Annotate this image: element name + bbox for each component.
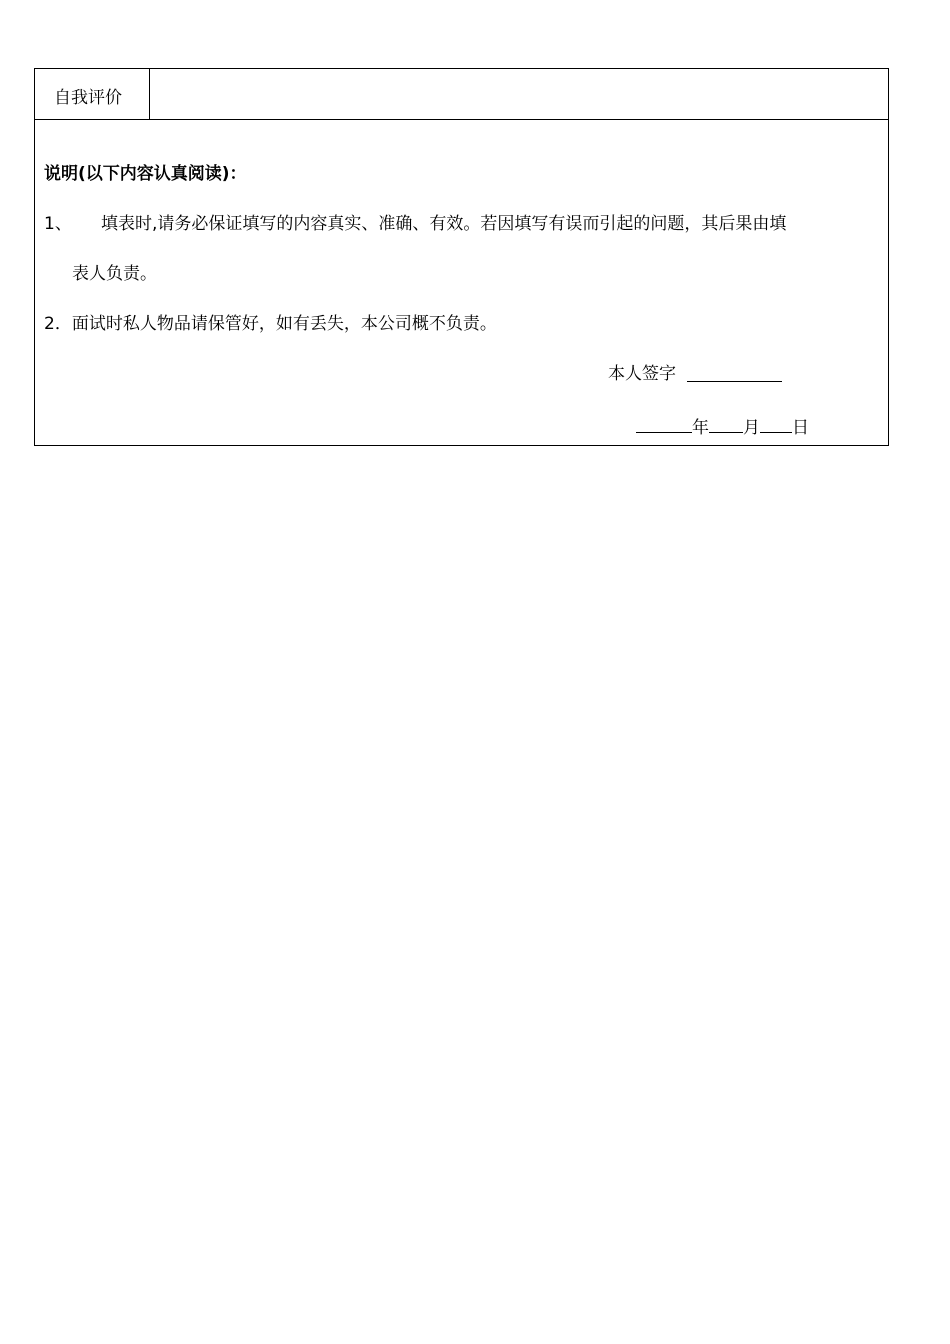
year-blank[interactable]: [636, 414, 692, 433]
self-evaluation-label-cell: [35, 69, 150, 119]
date-row: [636, 413, 809, 438]
year-label: 年: [692, 418, 709, 438]
note-1-number: 1、: [44, 214, 72, 234]
note-2-text: 2．面试时私人物品请保管好，如有丢失，本公司概不负责。: [44, 314, 497, 334]
day-blank[interactable]: [760, 414, 792, 433]
month-label: 月: [743, 418, 760, 438]
self-evaluation-field[interactable]: [150, 69, 888, 119]
note-1-continuation: 表人负责。: [72, 264, 157, 284]
signature-label: 本人签字: [608, 364, 676, 384]
notes-title: 说明(以下内容认真阅读)：: [44, 164, 247, 184]
month-blank[interactable]: [709, 414, 743, 433]
self-evaluation-label: 自我评价: [54, 88, 122, 108]
signature-blank[interactable]: [687, 381, 782, 382]
day-label: 日: [792, 418, 809, 438]
application-form-section: [34, 68, 889, 446]
note-1-text: 填表时,请务必保证填写的内容真实、准确、有效。若因填写有误而引起的问题，其后果由填: [101, 214, 787, 234]
self-evaluation-row: [35, 69, 888, 120]
